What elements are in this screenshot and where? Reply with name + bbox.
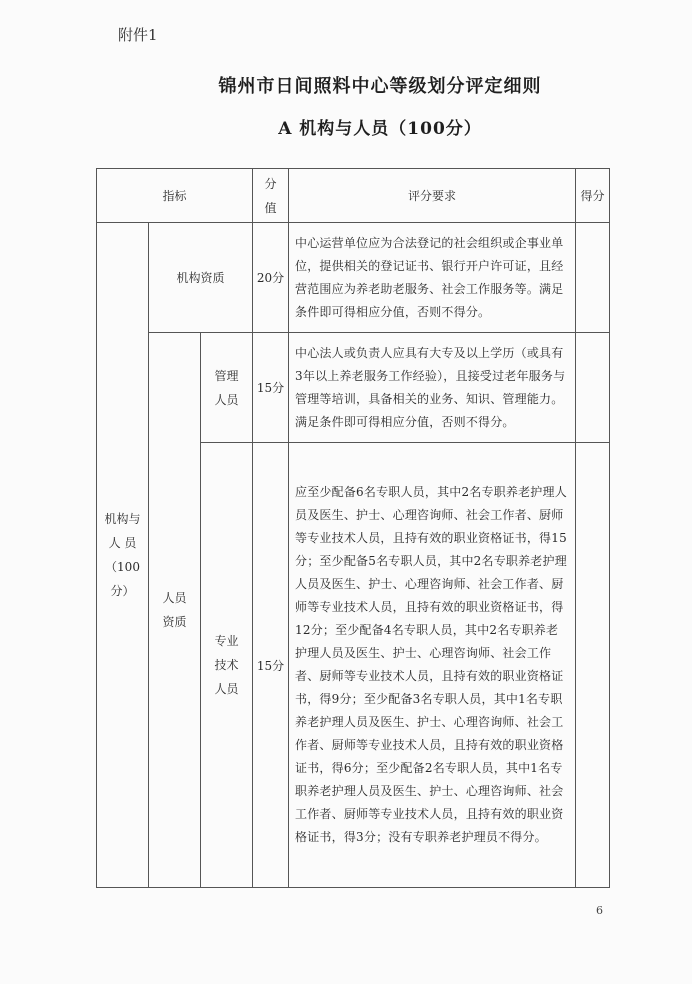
professional-line3: 人员 [214, 682, 239, 696]
manager-line1: 管理 [214, 368, 239, 383]
professional-score: 15分 [253, 443, 289, 888]
scoring-table [96, 168, 610, 888]
header-indicator: 指标 [97, 169, 253, 223]
table-header-row [97, 169, 610, 223]
category-cell [97, 223, 149, 888]
org-qualification-score: 20分 [253, 223, 289, 333]
header-score [253, 169, 289, 223]
professional-got[interactable] [576, 443, 610, 888]
org-qualification-label: 机构资质 [149, 223, 253, 333]
professional-requirement: 应至少配备6名专职人员，其中2名专职养老护理人员及医生、护士、心理咨询师、社会工作者、厨师等专业技术人员，且持有效的职业资格证书，得15分；至少配备5名专职人员，其中2名专职养老护理人员及医生、护士、心理咨询师、社会工作者、厨师等专业技术人员，且持有效的职业资格证书，得12分；至少配备4名专职人员，其中2名专职养老护理人员及医生、护士、心理咨询师、社会工作者、厨师等专业技术人员，且持有效的职业资格证书，得9分；至少配备3名专职人员，其中1名专职养老护理人员及医生、护士、心理咨询师、社会工作者、厨师等专业技术人员，且持有效的职业资格证书，得6分；至少配备2名专职人员，其中1名专职养老护理人员及医生、护士、心理咨询师、社会工作者、厨师等专业技术人员，且持有效的职业资格证书，得3分；没有专职养老护理员不得分。 [289, 443, 576, 888]
manager-label-cell [201, 333, 253, 443]
manager-line2: 人员 [214, 392, 239, 407]
category-line3: （100 [105, 560, 140, 574]
org-qualification-requirement: 中心运营单位应为合法登记的社会组织或企事业单位，提供相关的登记证书、银行开户许可证，且经营范围应为养老助老服务、社会工作服务等。满足条件即可得相应分值，否则不得分。 [289, 223, 576, 333]
category-line2: 人 员 [108, 536, 137, 550]
attachment-label: 附件1 [118, 26, 158, 44]
personnel-line1: 人员 [162, 591, 187, 605]
personnel-qualification-cell [149, 333, 201, 888]
page-number: 6 [596, 904, 603, 917]
header-score-line2: 值 [264, 200, 277, 215]
manager-score: 15分 [253, 333, 289, 443]
table-row [97, 223, 610, 333]
org-qualification-got[interactable] [576, 223, 610, 333]
category-line1: 机构与 [104, 512, 141, 526]
professional-label-cell [201, 443, 253, 888]
manager-requirement: 中心法人或负责人应具有大专及以上学历（或具有3年以上养老服务工作经验），且接受过老年服务与管理等培训，具备相关的业务、知识、管理能力。满足条件即可得相应分值，否则不得分。 [289, 333, 576, 443]
professional-line2: 技术 [214, 658, 239, 672]
header-score-line1: 分 [264, 176, 277, 191]
personnel-line2: 资质 [162, 615, 187, 629]
header-requirement: 评分要求 [289, 169, 576, 223]
document-title: 锦州市日间照料中心等级划分评定细则 [218, 76, 542, 97]
header-got-score: 得分 [576, 169, 610, 223]
table-row [97, 333, 610, 443]
section-subtitle: A 机构与人员（100分） [278, 119, 482, 139]
manager-got[interactable] [576, 333, 610, 443]
category-line4: 分） [110, 584, 135, 598]
professional-line1: 专业 [214, 634, 239, 648]
